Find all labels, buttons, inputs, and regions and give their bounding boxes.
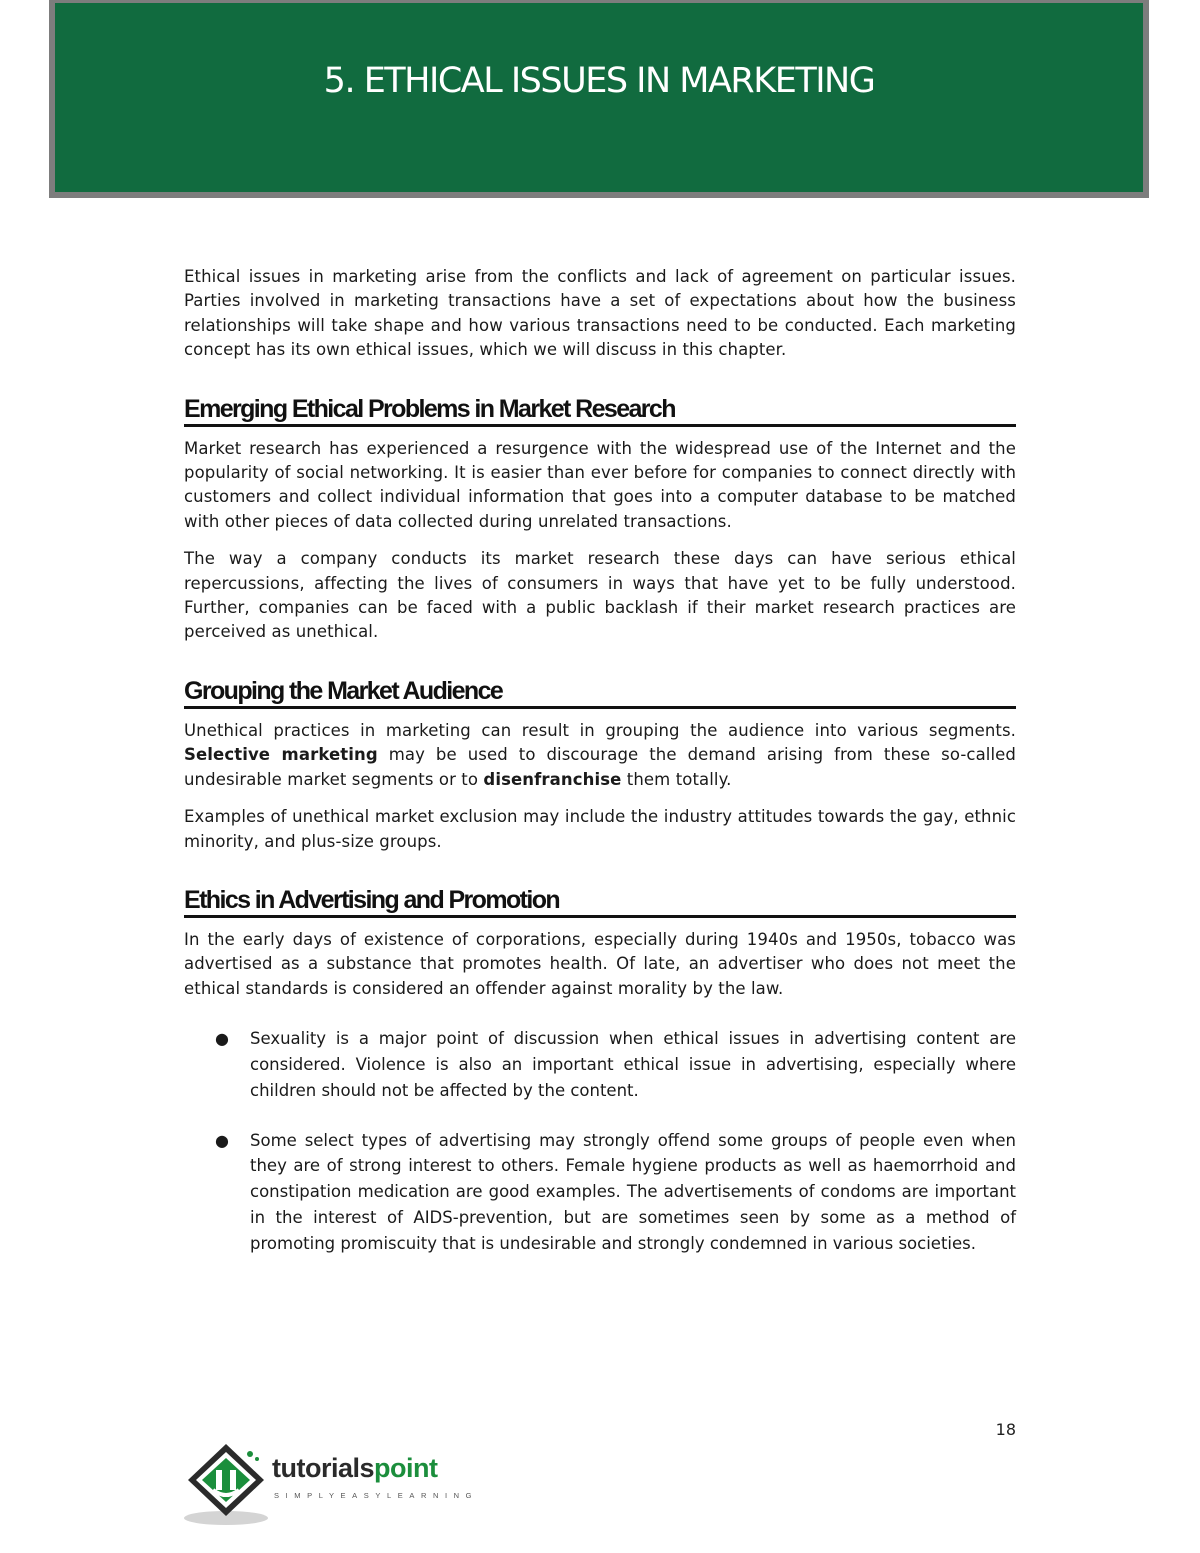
bullet-icon: ●: [215, 1130, 229, 1150]
paragraph: Market research has experienced a resurgence with the widespread use of the Internet and the popularity of social networking. It is easier than ever before for companies to connect directly with customers and collect individual information that goes into a computer database to be matched with other pieces of data collected during unrelated transactions.: [184, 438, 1016, 531]
logo-word-tutorials: tutorials: [272, 1453, 375, 1483]
bold-term-disenfranchise: disenfranchise: [483, 769, 622, 789]
chapter-banner: [49, 0, 1149, 198]
logo-word-point: point: [374, 1453, 438, 1483]
bullet-icon: ●: [215, 1029, 229, 1049]
logo-wordmark: [272, 1453, 438, 1484]
paragraph: In the early days of existence of corporations, especially during 1940s and 1950s, tobacco was advertised as a substance that promotes health. Of late, an advertiser who does not meet the ethical standards is considered an offender against morality by the law.: [184, 929, 1016, 998]
bullet-list: [184, 1026, 1016, 1256]
tutorialspoint-logo: [180, 1438, 480, 1530]
paragraph: Examples of unethical market exclusion may include the industry attitudes towards the gay, ethnic minority, and plus-size groups.: [184, 807, 1016, 851]
list-item: [184, 1128, 1016, 1257]
section-heading-advertising: Ethics in Advertising and Promotion: [184, 885, 1016, 918]
chapter-title: 5. ETHICAL ISSUES IN MARKETING: [323, 61, 875, 101]
section-heading-grouping-audience: Grouping the Market Audience: [184, 676, 1016, 709]
paragraph: [184, 719, 1016, 792]
logo-tagline: SIMPLYEASYLEARNING: [274, 1491, 479, 1500]
page-content: [184, 265, 1016, 1281]
paragraph: The way a company conducts its market research these days can have serious ethical repercussions, affecting the lives of consumers in ways that have yet to be fully understood. Further, companies can be faced with a public backlash if their market research practices are perceived as unethical.: [184, 549, 1016, 642]
list-item-text: Sexuality is a major point of discussion when ethical issues in advertising content are considered. Violence is also an important ethical issue in advertising, especially where children should not be affected by the content.: [250, 1029, 1016, 1100]
page-number: 18: [995, 1420, 1016, 1439]
list-item: [184, 1026, 1016, 1103]
text-run: them totally.: [621, 769, 732, 789]
intro-paragraph: Ethical issues in marketing arise from the conflicts and lack of agreement on particular issues. Parties involved in marketing transactions have a set of expectations about how the business relationships will take shape and how various transactions need to be conducted. Each marketing concept has its own ethical issues, which we will discuss in this chapter.: [184, 267, 1016, 360]
text-run: Unethical practices in marketing can result in grouping the audience into various segments.: [184, 720, 1016, 740]
logo-emblem-icon: [180, 1438, 272, 1530]
bold-term-selective-marketing: Selective marketing: [184, 745, 378, 765]
text-run: may be used to discourage the demand arising from these so-called undesirable market segments or to: [184, 745, 1016, 789]
section-heading-market-research: Emerging Ethical Problems in Market Research: [184, 394, 1016, 427]
list-item-text: Some select types of advertising may strongly offend some groups of people even when they are of strong interest to others. Female hygiene products as well as haemorrhoid and constipation medication are good examples. The advertisements of condoms are important in the interest of AIDS-prevention, but are sometimes seen by some as a method of promoting promiscuity that is undesirable and strongly condemned in various societies.: [250, 1130, 1016, 1253]
